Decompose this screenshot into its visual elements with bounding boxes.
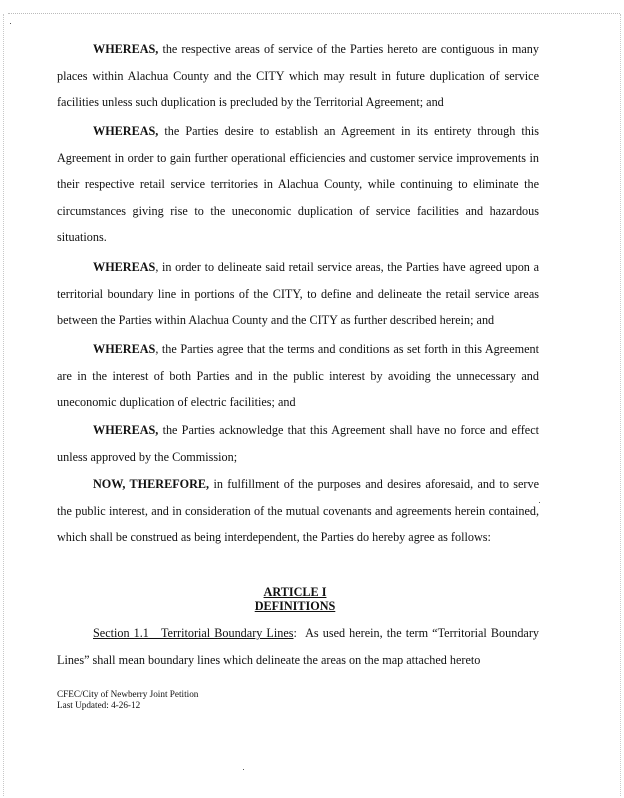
whereas-paragraph-2 [57,118,539,251]
scan-edge-left [3,14,4,796]
paragraph-lead: WHEREAS, [93,124,159,138]
paragraph-text: the respective areas of service of the Parties hereto are contiguous in many places within Alachua County and the CITY which may result in future duplication of service facilities unless such duplication is precluded by the Territorial Agreement; and [57,42,539,109]
scan-speck [243,769,244,770]
paragraph-lead: NOW, THEREFORE, [93,477,210,491]
now-therefore-paragraph [57,471,539,551]
section-text: : As used herein, the term “Territorial Boundary Lines” shall mean boundary lines which delineate the areas on the map attached hereto [57,626,539,667]
whereas-paragraph-4 [57,336,539,416]
article-title: DEFINITIONS [254,599,336,613]
article-number: ARTICLE I [263,585,327,599]
section-1-1-paragraph [57,620,539,673]
paragraph-text: , the Parties agree that the terms and conditions as set forth in this Agreement are in the interest of both Parties and in the public interest by avoiding the unnecessary and uneconomic duplication of electric facilities; and [57,342,539,409]
whereas-paragraph-3 [57,254,539,334]
paragraph-text: the Parties desire to establish an Agreement in its entirety through this Agreement in order to gain further operational efficiencies and customer service improvements in their respective retail service territories in Alachua County, while continuing to eliminate the circumstances giving rise to the uneconomic duplication of service facilities and hazardous situations. [57,124,539,244]
scan-speck [10,23,11,24]
whereas-paragraph-1 [57,36,539,116]
footer [57,689,198,710]
footer-line-2: Last Updated: 4-26-12 [57,699,141,710]
footer-line-1: CFEC/City of Newberry Joint Petition [57,689,199,699]
paragraph-lead: WHEREAS, [93,42,159,56]
whereas-paragraph-5 [57,417,539,470]
paragraph-text: in fulfillment of the purposes and desires aforesaid, and to serve the public interest, and in consideration of the mutual covenants and agreements herein contained, which shall be construed as being interdependent, the Parties do hereby agree as follows: [57,477,539,544]
paragraph-lead: WHEREAS [93,342,156,356]
section-label: Section 1.1 Territorial Boundary Lines [93,626,294,640]
paragraph-text: , in order to delineate said retail service areas, the Parties have agreed upon a territorial boundary line in portions of the CITY, to define and delineate the retail service areas between the Parties within Alachua County and the CITY as further described herein; and [57,260,539,327]
paragraph-text: the Parties acknowledge that this Agreement shall have no force and effect unless approved by the Commission; [57,423,539,464]
paragraph-lead: WHEREAS [93,260,156,274]
scan-speck [539,502,540,503]
scan-edge-top [8,13,620,14]
paragraph-lead: WHEREAS, [93,423,159,437]
scan-edge-right [620,14,621,796]
